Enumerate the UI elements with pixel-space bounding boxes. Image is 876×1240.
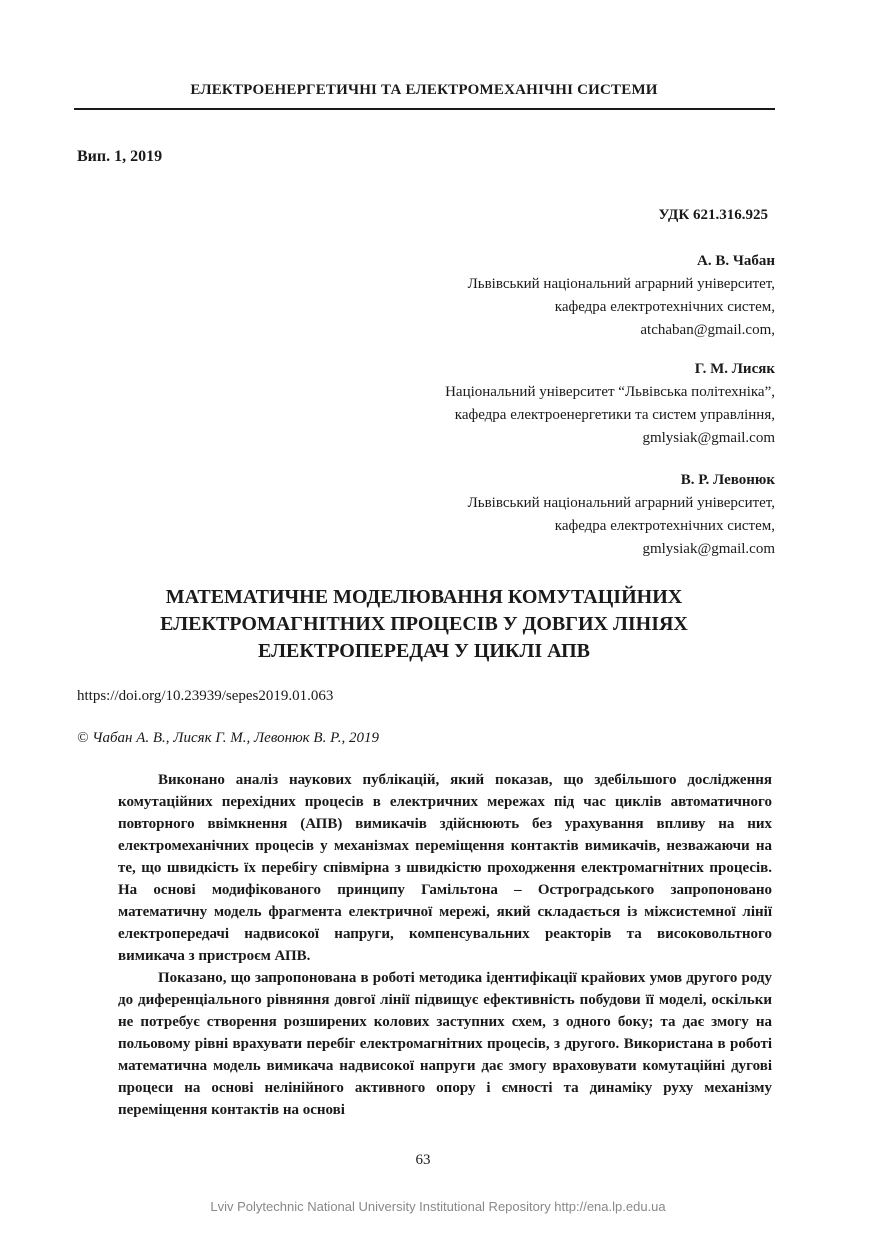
abstract: [118, 769, 772, 1121]
author-block: [468, 469, 775, 561]
author-department: кафедра електроенергетики та систем управління,: [454, 407, 775, 423]
copyright-line: © Чабан А. В., Лисяк Г. М., Левонюк В. Р., 2019: [77, 730, 379, 746]
abstract-paragraph: Виконано аналіз наукових публікацій, який показав, що здебільшого дослідження комутаційних перехідних процесів в електричних мережах під час циклів автоматичного повторного ввімкнення (АПВ) вимикачів здійснюють без урахування впливу на них електромеханічних процесів у механізмах переміщення контактів вимикачів, незважаючи на те, що швидкість їх перебігу співмірна з швидкістю проходження електромагнітних процесів. На основі модифікованого принципу Гамільтона – Остроградського запропоновано математичну модель фрагмента електричної мережі, який складається із міжсистемної лінії електропередачі надвисокої напруги, компенсувальних реакторів та високовольтного вимикача з пристроєм АПВ.: [118, 772, 772, 964]
journal-title: ЕЛЕКТРОЕНЕРГЕТИЧНІ ТА ЕЛЕКТРОМЕХАНІЧНІ СИСТЕМИ: [190, 82, 658, 98]
author-name: Г. М. Лисяк: [694, 361, 775, 377]
author-name: А. В. Чабан: [697, 253, 775, 269]
author-name: В. Р. Левонюк: [680, 472, 775, 488]
paper-title-line: МАТЕМАТИЧНЕ МОДЕЛЮВАННЯ КОМУТАЦІЙНИХ: [165, 586, 683, 608]
header-divider: [74, 108, 775, 110]
author-email[interactable]: gmlysiak@gmail.com: [642, 430, 775, 446]
repository-footer: Lviv Polytechnic National University Institutional Repository http://ena.lp.edu.ua: [210, 1199, 666, 1214]
author-email[interactable]: gmlysiak@gmail.com: [642, 541, 775, 557]
udc-code: УДК 621.316.925: [658, 207, 768, 223]
issue-info: Вип. 1, 2019: [77, 148, 163, 165]
page-number: 63: [415, 1152, 431, 1168]
author-affiliation: Національний університет “Львівська політехніка”,: [445, 384, 775, 400]
author-affiliation: Львівський національний аграрний університет,: [467, 276, 775, 292]
author-affiliation: Львівський національний аграрний університет,: [467, 495, 775, 511]
paper-title-line: ЕЛЕКТРОМАГНІТНИХ ПРОЦЕСІВ У ДОВГИХ ЛІНІЯХ: [160, 613, 688, 635]
paper-title: [74, 584, 774, 665]
paper-title-line: ЕЛЕКТРОПЕРЕДАЧ У ЦИКЛІ АПВ: [258, 640, 590, 662]
doi-link[interactable]: https://doi.org/10.23939/sepes2019.01.063: [77, 688, 334, 704]
author-block: [468, 250, 775, 342]
abstract-paragraph: Показано, що запропонована в роботі методика ідентифікації крайових умов другого роду до диференціального рівняння довгої лінії підвищує ефективність побудови її моделі, оскільки не потребує створення розширених колових заступних схем, з одного боку; та дає змогу на польовому рівні врахувати перебіг електромагнітних процесів, з другого. Використана в роботі математична модель вимикача надвисокої напруги дає змогу враховувати комутаційні дугові процеси на основі нелінійного активного опору і ємності та динаміку руху механізму переміщення контактів на основі: [118, 970, 772, 1118]
author-department: кафедра електротехнічних систем,: [554, 518, 775, 534]
author-department: кафедра електротехнічних систем,: [554, 299, 775, 315]
author-email[interactable]: atchaban@gmail.com,: [640, 322, 775, 338]
author-block: [445, 358, 775, 450]
